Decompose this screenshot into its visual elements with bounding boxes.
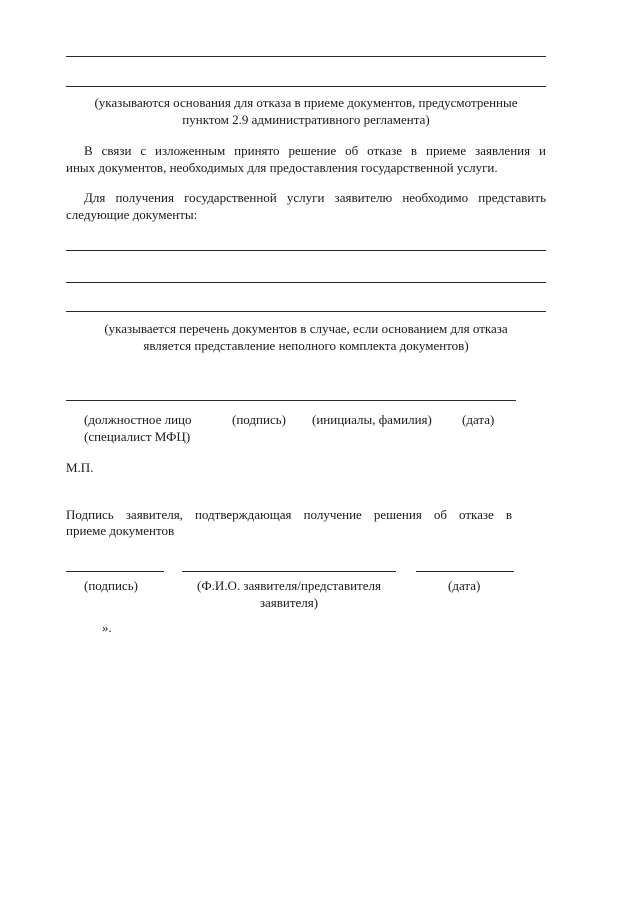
list-note-line-2: является представление неполного комплекта документов) [143, 338, 469, 353]
official-caption-line-2: (специалист МФЦ) [84, 429, 191, 444]
initials-caption: (инициалы, фамилия) [312, 412, 432, 427]
decision-paragraph-line-2: иных документов, необходимых для предоставления государственной услуги. [66, 160, 498, 175]
required-docs-line-2: следующие документы: [66, 207, 198, 222]
reasons-note-line-1: (указываются основания для отказа в приеме документов, предусмотренные [94, 95, 518, 110]
applicant-name-line [182, 571, 396, 572]
official-caption-line-1: (должностное лицо [84, 412, 192, 427]
reasons-blank-line-2 [66, 86, 546, 87]
docs-blank-line-3 [66, 311, 546, 312]
decision-paragraph-line-1: В связи с изложенным принято решение об отказе в приеме заявления и [84, 143, 546, 158]
date-caption: (дата) [462, 412, 495, 427]
applicant-paragraph-line-1: Подпись заявителя, подтверждающая получение решения об отказе в [66, 507, 512, 522]
applicant-signature-line [66, 571, 164, 572]
reasons-note-line-2: пунктом 2.9 административного регламента) [182, 112, 430, 127]
signature-caption: (подпись) [232, 412, 286, 427]
required-docs-line-1: Для получения государственной услуги заявителю необходимо представить [84, 190, 546, 205]
applicant-name-caption-line-2: заявителя) [259, 595, 319, 610]
seal-label: М.П. [66, 460, 94, 475]
applicant-date-line [416, 571, 514, 572]
list-note-line-1: (указывается перечень документов в случае, если основанием для отказа [104, 321, 508, 336]
docs-blank-line-2 [66, 282, 546, 283]
applicant-paragraph-line-2: приеме документов [66, 523, 175, 538]
applicant-date-caption: (дата) [448, 578, 481, 593]
closing-quote: ». [102, 620, 112, 635]
official-signature-line [66, 400, 516, 401]
reasons-blank-line-1 [66, 56, 546, 57]
docs-blank-line-1 [66, 250, 546, 251]
applicant-name-caption-line-1: (Ф.И.О. заявителя/представителя [197, 578, 381, 593]
applicant-signature-caption: (подпись) [84, 578, 138, 593]
